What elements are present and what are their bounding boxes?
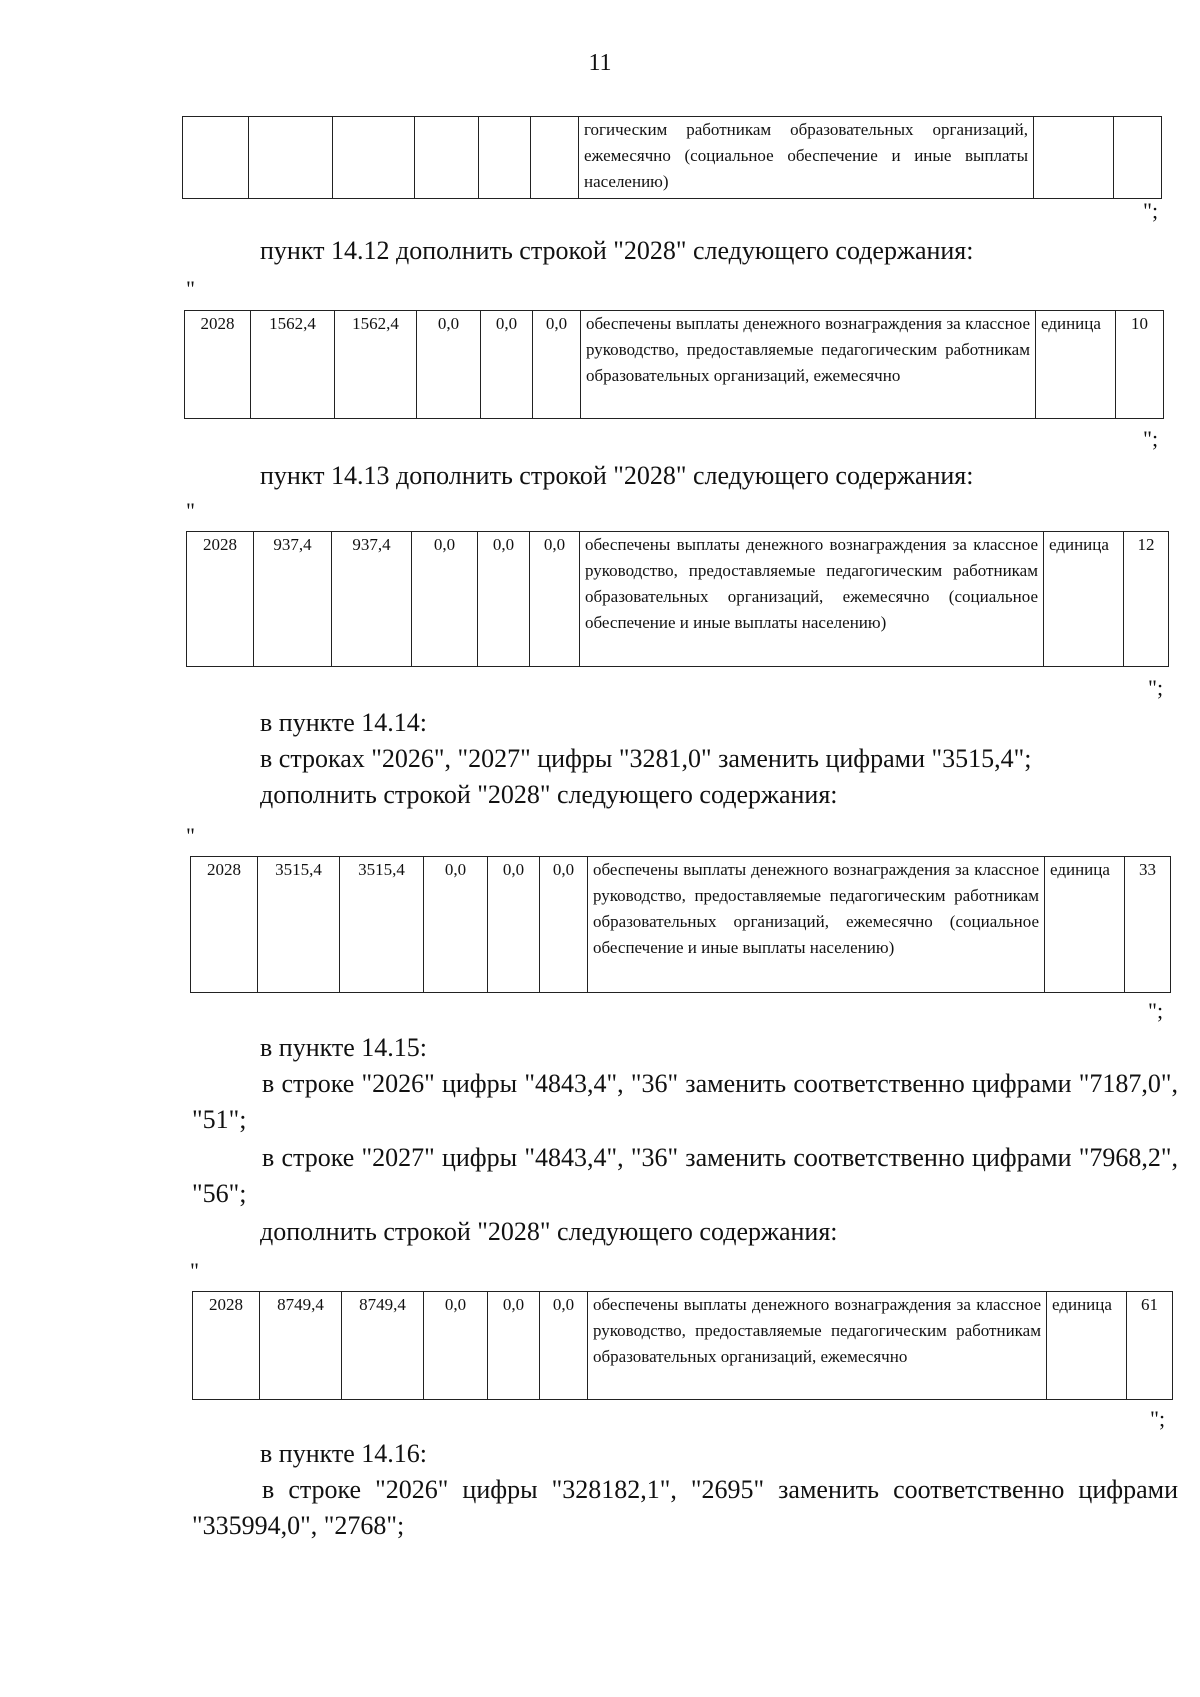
year-cell: 2028 [187,532,254,667]
amount-cell: 8749,4 [342,1292,424,1400]
value-cell: 33 [1125,857,1171,993]
unit-cell: единица [1044,532,1124,667]
amount-cell: 0,0 [488,857,540,993]
amendment-paragraph: пункт 14.12 дополнить строкой "2028" следующего содержания: [260,236,974,265]
description-cell: обеспечены выплаты денежного вознаграждения за классное руководство, предоставляемые педагогическим работникам образовательных организаций, ежемесячно [581,311,1036,419]
year-cell: 2028 [193,1292,260,1400]
amendment-paragraph: в пункте 14.16: [260,1439,428,1468]
amendment-paragraph: дополнить строкой "2028" следующего содержания: [260,780,838,809]
opening-quote: " [186,498,195,523]
year-cell: 2028 [191,857,258,993]
amount-cell: 0,0 [478,532,530,667]
amount-cell: 937,4 [254,532,332,667]
description-cell: обеспечены выплаты денежного вознаграждения за классное руководство, предоставляемые педагогическим работникам образовательных организаций, ежемесячно [588,1292,1047,1400]
opening-quote: " [186,823,195,848]
closing-quote: "; [1143,198,1159,223]
amount-cell: 0,0 [540,1292,588,1400]
amount-cell: 0,0 [424,1292,488,1400]
amount-cell: 0,0 [488,1292,540,1400]
description-cell: обеспечены выплаты денежного вознаграждения за классное руководство, предоставляемые педагогическим работникам образовательных организаций, ежемесячно (социальное обеспечение и иные выплаты населению) [580,532,1044,667]
table-row-2028-14-15 [192,1291,1173,1400]
amendment-paragraph: в пункте 14.15: [260,1033,428,1062]
amendment-paragraph: в строке "2026" цифры "328182,1", "2695" заменить соответственно цифрами "335994,0", "2768"; [192,1475,1178,1540]
closing-quote: "; [1148,998,1164,1023]
table-row-2028-14-14 [190,856,1171,993]
table-row [187,532,1169,667]
amount-cell: 8749,4 [260,1292,342,1400]
page-number: 11 [588,50,612,76]
table-continuation [182,116,1162,199]
unit-cell: единица [1036,311,1116,419]
description-cell: обеспечены выплаты денежного вознаграждения за классное руководство, предоставляемые педагогическим работникам образовательных организаций, ежемесячно (социальное обеспечение и иные выплаты населению) [588,857,1045,993]
unit-cell: единица [1045,857,1125,993]
table-row [191,857,1171,993]
amount-cell: 937,4 [332,532,412,667]
amendment-paragraph: пункт 14.13 дополнить строкой "2028" следующего содержания: [260,461,974,490]
amount-cell: 0,0 [533,311,581,419]
description-cell: гогическим работникам образовательных организаций, ежемесячно (социальное обеспечение и иные выплаты населению) [579,117,1034,199]
table-row [183,117,1162,199]
amount-cell: 1562,4 [335,311,417,419]
closing-quote: "; [1150,1406,1166,1431]
year-cell: 2028 [185,311,251,419]
table-row [185,311,1164,419]
amendment-paragraph: в строке "2027" цифры "4843,4", "36" заменить соответственно цифрами "7968,2", "56"; [192,1143,1178,1208]
amendment-paragraph: в строках "2026", "2027" цифры "3281,0" заменить цифрами "3515,4"; [260,744,1032,773]
closing-quote: "; [1148,675,1164,700]
unit-cell: единица [1047,1292,1127,1400]
amendment-paragraph: в пункте 14.14: [260,708,428,737]
amount-cell: 0,0 [424,857,488,993]
amount-cell: 0,0 [481,311,533,419]
table-row-2028-14-13 [186,531,1169,667]
value-cell: 12 [1124,532,1169,667]
amount-cell: 1562,4 [251,311,335,419]
amount-cell: 0,0 [412,532,478,667]
opening-quote: " [186,276,195,301]
amendment-paragraph: дополнить строкой "2028" следующего содержания: [260,1217,838,1246]
amount-cell: 3515,4 [258,857,340,993]
value-cell: 61 [1127,1292,1173,1400]
amount-cell: 0,0 [417,311,481,419]
table-row [193,1292,1173,1400]
table-row-2028-14-12 [184,310,1164,419]
closing-quote: "; [1143,426,1159,451]
value-cell: 10 [1116,311,1164,419]
opening-quote: " [190,1258,199,1283]
amount-cell: 0,0 [530,532,580,667]
amount-cell: 0,0 [540,857,588,993]
amendment-paragraph: в строке "2026" цифры "4843,4", "36" заменить соответственно цифрами "7187,0", "51"; [192,1069,1178,1134]
amount-cell: 3515,4 [340,857,424,993]
